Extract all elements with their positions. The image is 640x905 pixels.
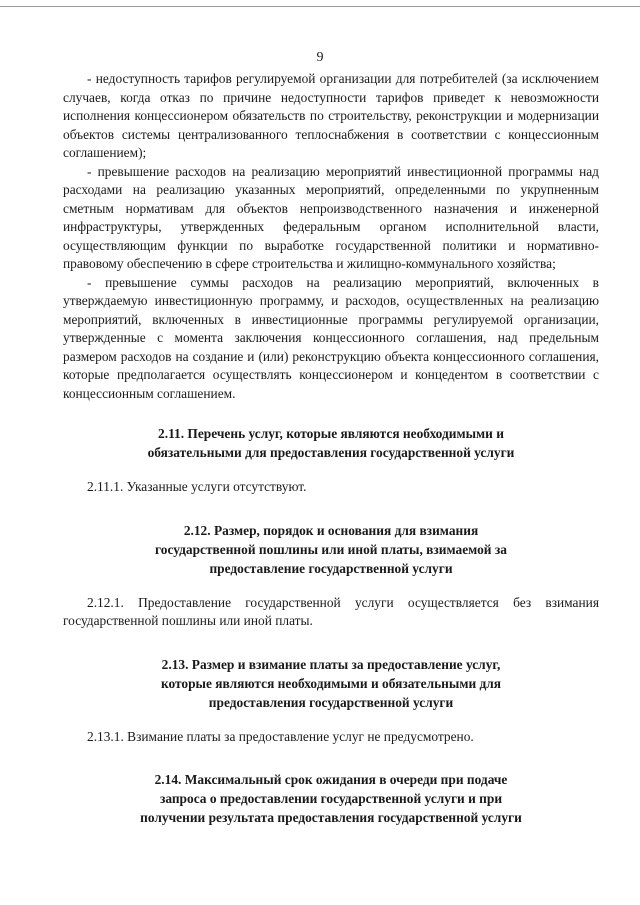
section-heading-2-12 [63, 521, 599, 578]
section-heading-2-11 [63, 424, 599, 462]
heading-line: государственной пошлины или иной платы, взимаемой за [155, 541, 507, 557]
paragraph-tariff-unavailability: - недоступность тарифов регулируемой организации для потребителей (за исключением случаев, когда отказ по причине недоступности тарифов приведет к невозможности исполнения концессионером обязательств по строительству, реконструкции и модернизации объектов системы централизованного теплоснабжения в соответствии с концессионным соглашением); [63, 71, 599, 160]
scan-edge-line [0, 6, 640, 7]
heading-line: получении результата предоставления государственной услуги [140, 810, 522, 825]
heading-line: которые являются необходимыми и обязательными для [160, 675, 502, 691]
heading-line: предоставление государственной услуги [209, 560, 453, 576]
document-body [63, 70, 599, 827]
heading-line: запроса о предоставлении государственной услуги и при [159, 791, 503, 806]
section-heading-2-13 [63, 655, 599, 712]
paragraph-investment-program-excess: - превышение расходов на реализацию мероприятий инвестиционной программы над расходами на реализацию указанных мероприятий, определенными по укрупненным сметным нормативам для объектов непроизводственного назначения и инженерной инфраструктуры, утвержденных федеральным органом исполнительной власти, осуществляющим функции по выработке государственной политики и нормативно-правовому обеспечению в сфере строительства и жилищно-коммунального хозяйства; [63, 163, 599, 271]
heading-line: обязательными для предоставления государственной услуги [147, 445, 515, 460]
heading-line: 2.11. Перечень услуг, которые являются необходимыми и [158, 426, 504, 441]
page-number: 9 [316, 50, 324, 65]
heading-line: 2.13. Размер и взимание платы за предоставление услуг, [161, 656, 501, 672]
heading-line: 2.12. Размер, порядок и основания для взимания [183, 522, 479, 538]
heading-line: предоставления государственной услуги [208, 694, 454, 710]
section-heading-2-14 [63, 770, 599, 827]
paragraph-expense-limit-excess: - превышение суммы расходов на реализацию мероприятий, включенных в утверждаемую инвестиционную программу, и расходов, осуществленных на реализацию мероприятий, включенных в инвестиционные программы регулируемой организации, утвержденные с момента заключения концессионного соглашения, над предельным размером расходов на создание и (или) реконструкцию объекта концессионного соглашения, которые предполагается осуществлять концессионером и концедентом в соответствии с концессионным соглашением. [63, 274, 599, 401]
paragraph-2-13-1: 2.13.1. Взимание платы за предоставление услуг не предусмотрено. [87, 728, 474, 744]
paragraph-2-12-1: 2.12.1. Предоставление государственной услуги осуществляется без взимания государственной пошлины или иной платы. [63, 594, 599, 628]
heading-line: 2.14. Максимальный срок ожидания в очереди при подаче [154, 772, 508, 787]
paragraph-2-11-1: 2.11.1. Указанные услуги отсутствуют. [87, 479, 307, 494]
